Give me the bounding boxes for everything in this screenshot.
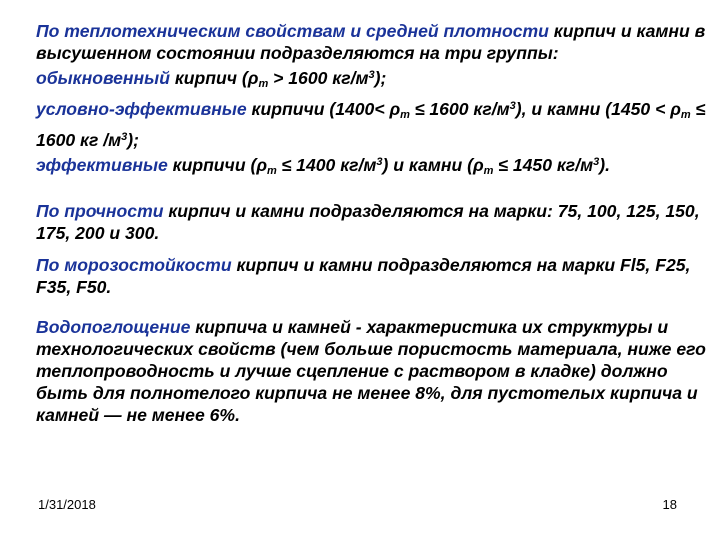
rho-subscript: m	[266, 165, 277, 177]
rho-symbol: ρ	[256, 155, 267, 175]
strength-heading: По прочности	[36, 201, 164, 221]
unit-superscript: 3	[509, 100, 516, 112]
group-conditional-text-b: ≤ 1600 кг/м	[409, 99, 510, 119]
unit-superscript: 3	[593, 156, 600, 168]
group-effective-label: эффективные	[36, 155, 168, 175]
water-paragraph	[36, 316, 716, 426]
unit-superscript: 3	[121, 131, 128, 143]
group-conditional-text-e: );	[127, 130, 139, 150]
group-effective-text-a: кирпичи (	[167, 155, 257, 175]
rho-symbol: ρ	[389, 99, 401, 119]
group-effective-text-e: ).	[599, 155, 610, 175]
strength-paragraph	[36, 200, 716, 244]
group-ordinary	[36, 68, 386, 88]
water-text: кирпича и камней - характеристика их структуры и технологических свойств (чем больше пористость материала, ниже его теплопроводность и лучше сцепление с раствором в кладке) должно быть для полнотелого кирпича не менее 8%, для пустотелых кирпича и камней — не менее 6%.	[36, 317, 706, 425]
group-effective-text-d: ≤ 1450 кг/м	[493, 155, 594, 175]
page-number: 18	[662, 497, 677, 512]
water-heading: Водопоглощение	[36, 317, 191, 337]
rho-symbol: ρ	[247, 68, 259, 88]
group-conditional-text-d: ≤ 1600 кг /м	[36, 99, 706, 150]
thermal-heading: По теплотехническим свойствам и средней плотности	[36, 21, 549, 41]
group-ordinary-text-a: кирпич (	[169, 68, 248, 88]
group-effective-text-c: ) и камни (	[382, 155, 473, 175]
rho-symbol: ρ	[472, 155, 484, 175]
group-ordinary-label: обыкновенный	[36, 68, 170, 88]
rho-subscript: m	[400, 109, 410, 121]
strength-text: кирпич и камни подразделяются на марки: 75, 100, 125, 150, 175, 200 и 300.	[36, 201, 700, 243]
unit-superscript: 3	[376, 156, 383, 168]
group-conditional-label: условно-эффективные	[36, 99, 247, 119]
frost-paragraph	[36, 254, 716, 298]
frost-heading: По морозостойкости	[36, 255, 232, 275]
group-ordinary-text-b: > 1600 кг/м	[268, 68, 369, 88]
rho-subscript: m	[258, 78, 269, 90]
frost-text: кирпич и камни подразделяются на марки Fl5, F25, F35, F50.	[36, 255, 691, 297]
group-conditional-text-c: ), и камни (1450 <	[515, 99, 671, 119]
rho-subscript: m	[483, 165, 494, 177]
rho-symbol: ρ	[670, 99, 681, 119]
unit-superscript: 3	[368, 69, 375, 81]
group-effective-text-b: ≤ 1400 кг/м	[276, 155, 377, 175]
group-conditional	[36, 99, 705, 150]
thermal-intro: кирпич и камни в высушенном состоянии подразделяются на три группы:	[36, 21, 706, 63]
thermal-paragraph	[36, 20, 716, 182]
rho-subscript: m	[680, 109, 691, 121]
slide-body	[36, 20, 716, 426]
footer-date: 1/31/2018	[38, 497, 96, 512]
group-effective	[36, 155, 610, 175]
group-conditional-text-a: кирпичи (1400<	[246, 99, 390, 119]
group-ordinary-text-c: );	[374, 68, 387, 88]
